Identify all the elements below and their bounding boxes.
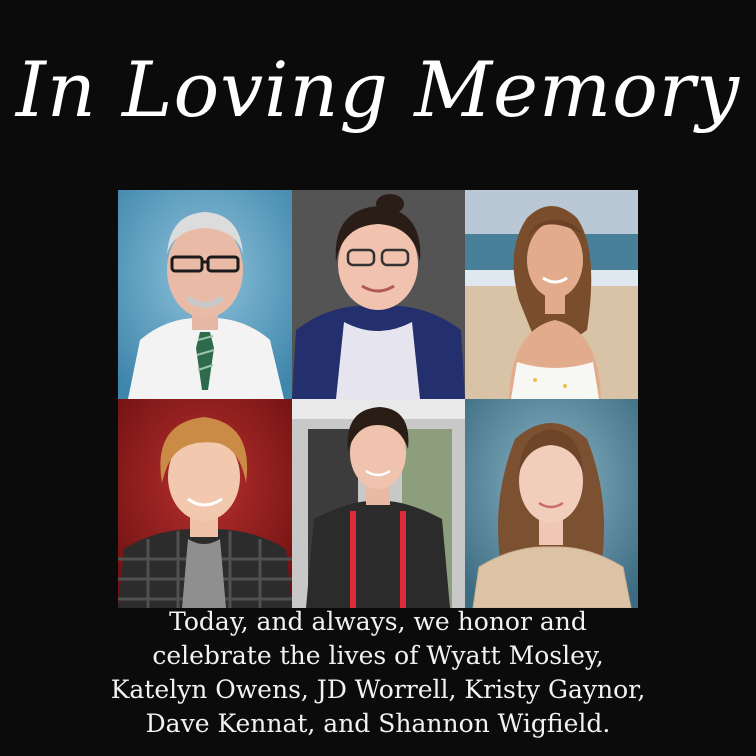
caption-line-1: Today, and always, we honor and: [169, 607, 587, 636]
caption-line-2: celebrate the lives of Wyatt Mosley,: [152, 641, 604, 670]
memorial-photo-grid: [118, 190, 638, 608]
page-title: In Loving Memory: [15, 45, 741, 134]
caption-line-3: Katelyn Owens, JD Worrell, Kristy Gaynor,: [110, 675, 646, 704]
portrait-woman-beach: [465, 190, 638, 399]
memorial-photo-3: [465, 190, 638, 399]
portrait-young-woman-sweater: [465, 399, 638, 608]
portrait-man-glasses-tie: [118, 190, 292, 399]
memorial-photo-2: [292, 190, 465, 399]
memorial-photo-6: [465, 399, 638, 608]
memorial-caption: [0, 605, 756, 741]
portrait-young-man-plaid: [118, 399, 292, 608]
memorial-photo-1: [118, 190, 292, 399]
portrait-woman-glasses-cardigan: [292, 190, 465, 399]
caption-line-4: Dave Kennat, and Shannon Wigfield.: [145, 709, 611, 738]
portrait-young-man-suspenders: [292, 399, 465, 608]
memorial-photo-4: [118, 399, 292, 608]
memorial-photo-5: [292, 399, 465, 608]
